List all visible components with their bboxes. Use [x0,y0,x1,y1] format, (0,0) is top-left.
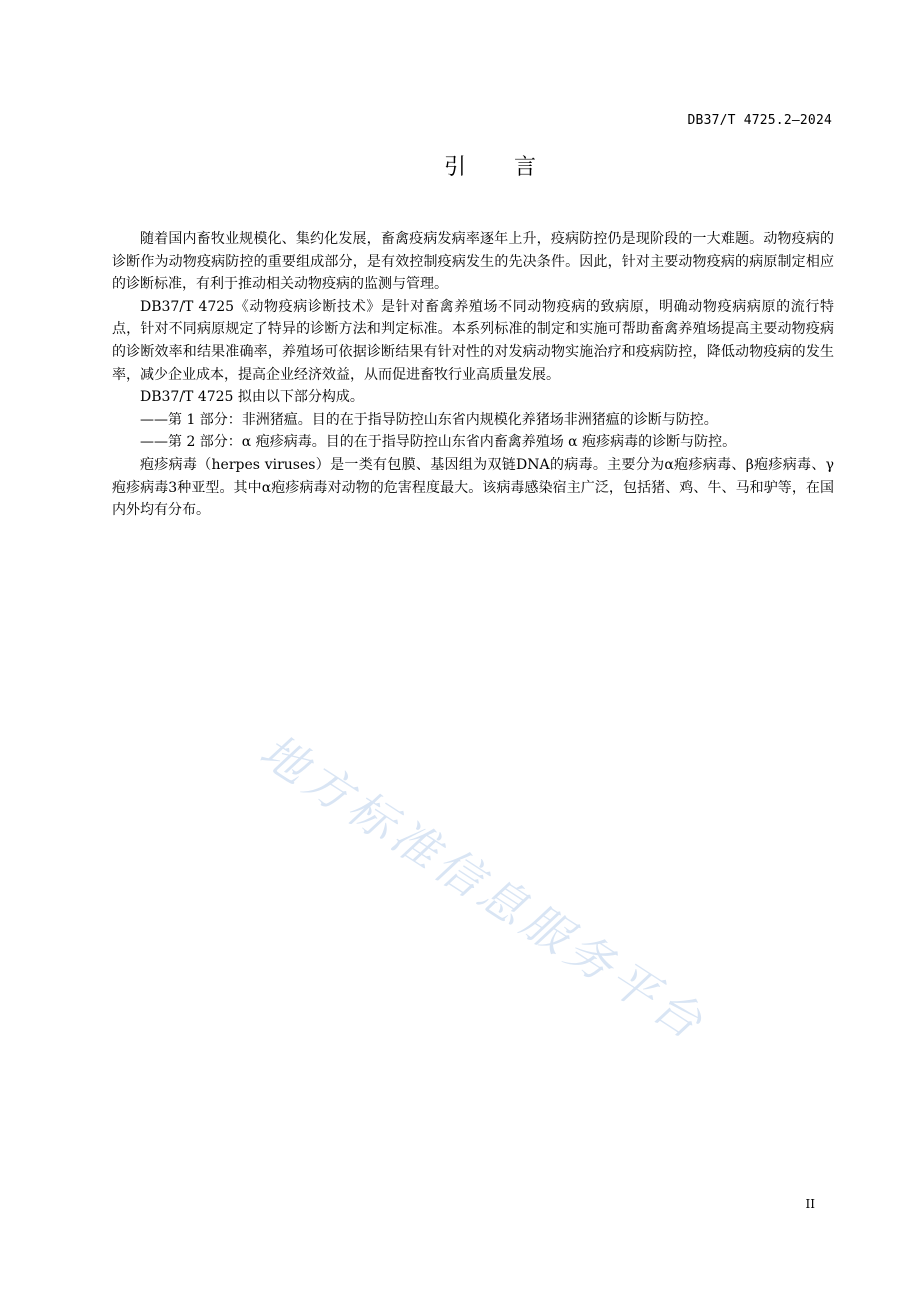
list-item-part-1: ——第 1 部分：非洲猪瘟。目的在于指导防控山东省内规模化养猪场非洲猪瘟的诊断与防控。 [140,411,718,428]
body-text [112,228,834,522]
watermark: 地方标准信息服务平台 [250,723,717,1052]
page-title [0,150,920,181]
paragraph-3: DB37/T 4725 拟由以下部分构成。 [140,389,364,406]
paragraph-2: DB37/T 4725《动物疫病诊断技术》是针对畜禽养殖场不同动物疫病的致病原，明确动物疫病病原的流行特点，针对不同病原规定了特异的诊断方法和判定标准。本系列标准的制定和实施可帮助畜禽养殖场提高主要动物疫病的诊断效率和结果准确率，养殖场可依据诊断结果有针对性的对发病动物实施治疗和疫病防控，降低动物疫病的发生率，减少企业成本，提高企业经济效益，从而促进畜牧行业高质量发展。 [112,298,834,383]
document-code: DB37/T 4725.2—2024 [687,113,832,128]
paragraph-4: 疱疹病毒（herpes viruses）是一类有包膜、基因组为双链DNA的病毒。主要分为α疱疹病毒、β疱疹病毒、γ疱疹病毒3种亚型。其中α疱疹病毒对动物的危害程度最大。该病毒感染宿主广泛，包括猪、鸡、牛、马和驴等，在国内外均有分布。 [112,456,834,519]
page-number: II [805,1197,815,1211]
title-char-2: 言 [514,155,537,180]
list-item-part-2: ——第 2 部分：α 疱疹病毒。目的在于指导防控山东省内畜禽养殖场 α 疱疹病毒的诊断与防控。 [140,434,737,451]
title-char-1: 引 [443,155,466,180]
paragraph-1: 随着国内畜牧业规模化、集约化发展，畜禽疫病发病率逐年上升，疫病防控仍是现阶段的一大难题。动物疫病的诊断作为动物疫病防控的重要组成部分，是有效控制疫病发生的先决条件。因此，针对主要动物疫病的病原制定相应的诊断标准，有利于推动相关动物疫病的监测与管理。 [112,231,834,293]
